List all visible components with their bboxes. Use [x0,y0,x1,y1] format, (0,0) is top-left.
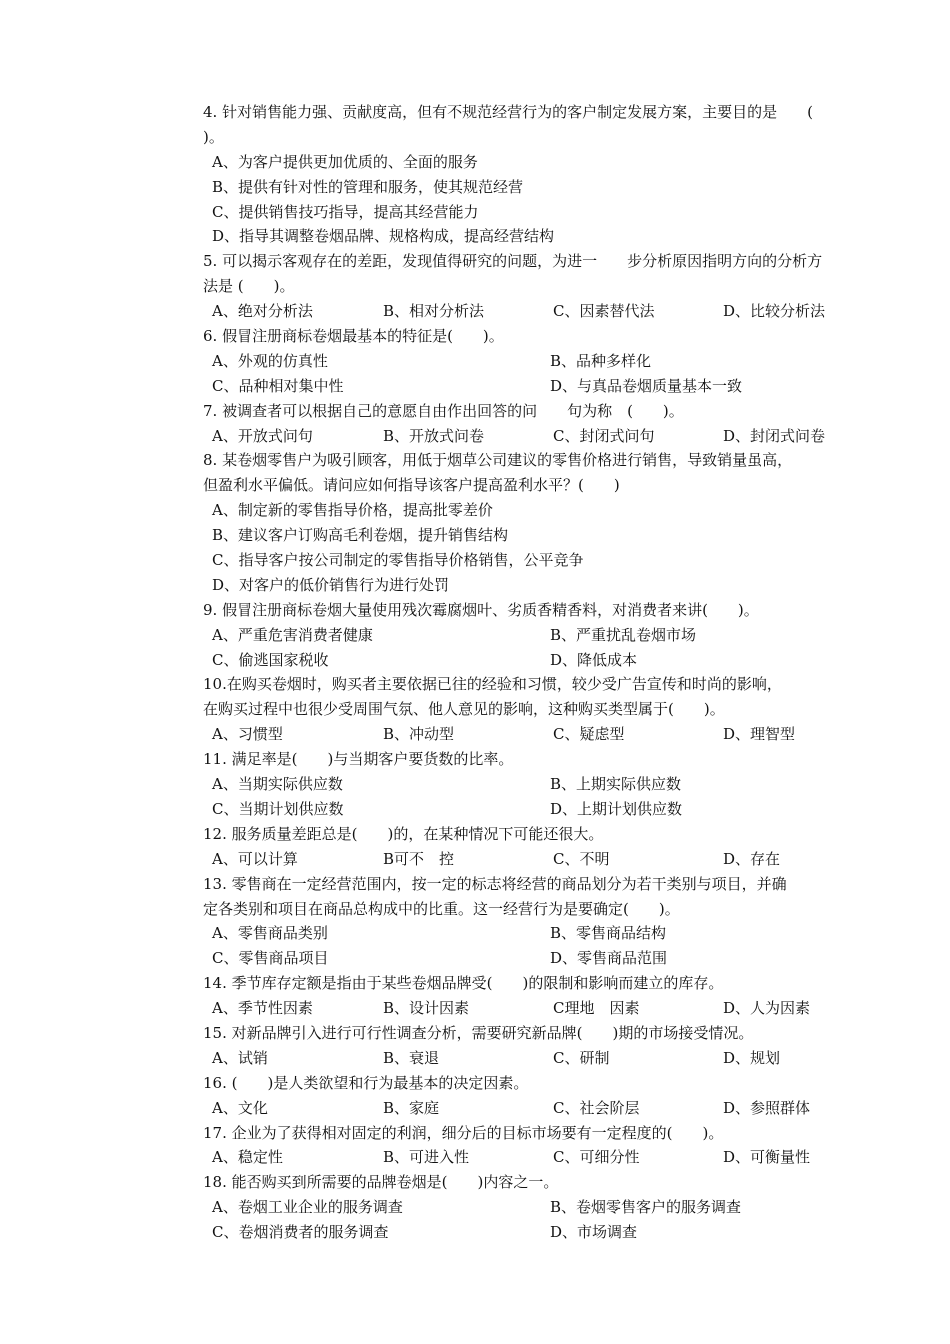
answer-option: A、开放式问句 [212,426,313,445]
question-text: 11. 满足率是( )与当期客户要货数的比率。 [203,750,514,769]
answer-option: C、封闭式问句 [553,426,655,445]
question-block [203,598,863,673]
answer-option: B、设计因素 [383,999,470,1018]
answer-option: A、制定新的零售指导价格，提高批零差价 [212,501,493,520]
answer-option: C、提供销售技巧指导，提高其经营能力 [212,202,479,221]
question-text: 4. 针对销售能力强、贡献度高，但有不规范经营行为的客户制定发展方案，主要目的是 ( [203,103,813,121]
answer-options-row [203,946,863,971]
answer-option: B、衰退 [383,1048,440,1067]
answer-option: B、开放式问卷 [383,426,485,445]
question-text: 10.在购买卷烟时，购买者主要依据已往的经验和习惯，较少受广告宣传和时尚的影响， [203,675,782,694]
question-list [203,100,863,1245]
answer-option: C、偷逃国家税收 [212,650,329,669]
answer-option: C、因素替代法 [553,302,655,321]
answer-option: C、社会阶层 [553,1098,640,1117]
question-block [203,971,863,1021]
question-block [203,399,863,449]
answer-options-row [203,996,863,1021]
question-text: 6. 假冒注册商标卷烟最基本的特征是( )。 [203,327,504,346]
answer-option: A、绝对分析法 [212,302,313,321]
answer-options-row [203,847,863,872]
answer-option: A、当期实际供应数 [212,775,343,794]
answer-option: A、可以计算 [212,849,298,868]
question-block [203,324,863,399]
question-block [203,822,863,872]
question-text: 但盈利水平偏低。请问应如何指导该客户提高盈利水平？( ) [203,476,620,495]
answer-option: D、规划 [723,1048,781,1067]
question-block [203,448,863,597]
answer-option: A、严重危害消费者健康 [212,625,373,644]
answer-option: B、建议客户订购高毛利卷烟，提升销售结构 [212,526,509,545]
question-text: 14. 季节库存定额是指由于某些卷烟品牌受( )的限制和影响而建立的库存。 [203,974,724,993]
answer-option: C、卷烟消费者的服务调查 [212,1223,389,1242]
answer-option: A、季节性因素 [212,999,313,1018]
answer-options-row [203,1046,863,1071]
answer-option: B、相对分析法 [383,302,485,321]
question-block [203,672,863,747]
answer-options-row [203,1195,863,1220]
answer-option: D、可衡量性 [723,1148,811,1167]
answer-option: A、试销 [212,1048,268,1067]
question-text: )。 [203,127,224,146]
answer-option: B、可进入性 [383,1148,470,1167]
answer-option: D、参照群体 [723,1098,811,1117]
answer-option: C、零售商品项目 [212,949,329,968]
answer-option: C、可细分性 [553,1148,640,1167]
question-text: 8. 某卷烟零售户为吸引顾客，用低于烟草公司建议的零售价格进行销售，导致销量虽高， [203,451,793,470]
answer-option: D、零售商品范围 [550,949,668,968]
answer-option: C、疑虑型 [553,725,625,744]
answer-options-row [203,722,863,747]
answer-options-row [203,772,863,797]
question-text: 法是 ( )。 [203,277,295,296]
answer-option: D、人为因素 [723,999,811,1018]
question-text: 9. 假冒注册商标卷烟大量使用残次霉腐烟叶、劣质香精香料，对消费者来讲( )。 [203,600,759,619]
question-text: 定各类别和项目在商品总构成中的比重。这一经营行为是要确定( )。 [203,899,680,918]
question-text: 18. 能否购买到所需要的品牌卷烟是( )内容之一。 [203,1173,559,1192]
question-text: 5. 可以揭示客观存在的差距，发现值得研究的问题，为进一 步分析原因指明方向的分析方 [203,252,823,271]
answer-option: B、零售商品结构 [550,924,667,943]
answer-option: B、提供有针对性的管理和服务，使其规范经营 [212,177,524,196]
question-block [203,100,863,249]
answer-option: D、存在 [723,849,781,868]
answer-option: B可不 控 [383,849,455,868]
answer-option: A、外观的仿真性 [212,351,328,370]
answer-option: A、习惯型 [212,725,283,744]
answer-options-row [203,1096,863,1121]
answer-option: C、不明 [553,849,610,868]
answer-options-row [203,1220,863,1245]
question-text: 17. 企业为了获得相对固定的利润，细分后的目标市场要有一定程度的( )。 [203,1123,724,1142]
answer-options-row [203,921,863,946]
answer-option: D、降低成本 [550,650,638,669]
answer-option: A、卷烟工业企业的服务调查 [212,1198,403,1217]
answer-option: D、指导其调整卷烟品牌、规格构成，提高经营结构 [212,227,555,246]
answer-option: B、上期实际供应数 [550,775,682,794]
answer-option: D、封闭式问卷 [723,426,826,445]
question-text: 在购买过程中也很少受周围气氛、他人意见的影响，这种购买类型属于( )。 [203,700,725,719]
answer-option: C理地 因素 [553,999,640,1018]
answer-option: D、理智型 [723,725,796,744]
question-text: 13. 零售商在一定经营范围内，按一定的标志将经营的商品划分为若干类别与项目，并确 [203,874,787,893]
answer-options-row [203,424,863,449]
question-text: 12. 服务质量差距总是( )的，在某种情况下可能还很大。 [203,824,604,843]
answer-options-row [203,349,863,374]
answer-option: A、零售商品类别 [212,924,328,943]
answer-option: A、文化 [212,1098,268,1117]
answer-option: B、卷烟零售客户的服务调查 [550,1198,742,1217]
question-text: 15. 对新品牌引入进行可行性调查分析，需要研究新品牌( )期的市场接受情况。 [203,1023,754,1042]
answer-options-row [203,374,863,399]
question-block [203,1121,863,1171]
answer-options-row [203,299,863,324]
answer-options-row [203,648,863,673]
question-block [203,1170,863,1245]
answer-option: D、对客户的低价销售行为进行处罚 [212,575,450,594]
question-block [203,1071,863,1121]
answer-option: A、为客户提供更加优质的、全面的服务 [212,152,478,171]
answer-option: A、稳定性 [212,1148,283,1167]
answer-option: B、家庭 [383,1098,440,1117]
answer-option: D、比较分析法 [723,302,826,321]
answer-option: C、研制 [553,1048,610,1067]
answer-option: D、上期计划供应数 [550,799,683,818]
question-text: 7. 被调查者可以根据自己的意愿自由作出回答的问 句为称 ( )。 [203,401,684,420]
answer-option: C、当期计划供应数 [212,799,344,818]
question-block [203,249,863,324]
question-block [203,1021,863,1071]
answer-option: B、品种多样化 [550,351,652,370]
answer-options-row [203,623,863,648]
answer-option: D、与真品卷烟质量基本一致 [550,376,743,395]
question-block [203,872,863,972]
answer-option: B、冲动型 [383,725,455,744]
question-block [203,747,863,822]
question-text: 16. ( )是人类欲望和行为最基本的决定因素。 [203,1073,529,1092]
answer-options-row [203,1145,863,1170]
answer-option: C、品种相对集中性 [212,376,344,395]
answer-option: C、指导客户按公司制定的零售指导价格销售，公平竞争 [212,551,584,570]
answer-option: D、市场调查 [550,1223,638,1242]
answer-option: B、严重扰乱卷烟市场 [550,625,697,644]
answer-options-row [203,797,863,822]
